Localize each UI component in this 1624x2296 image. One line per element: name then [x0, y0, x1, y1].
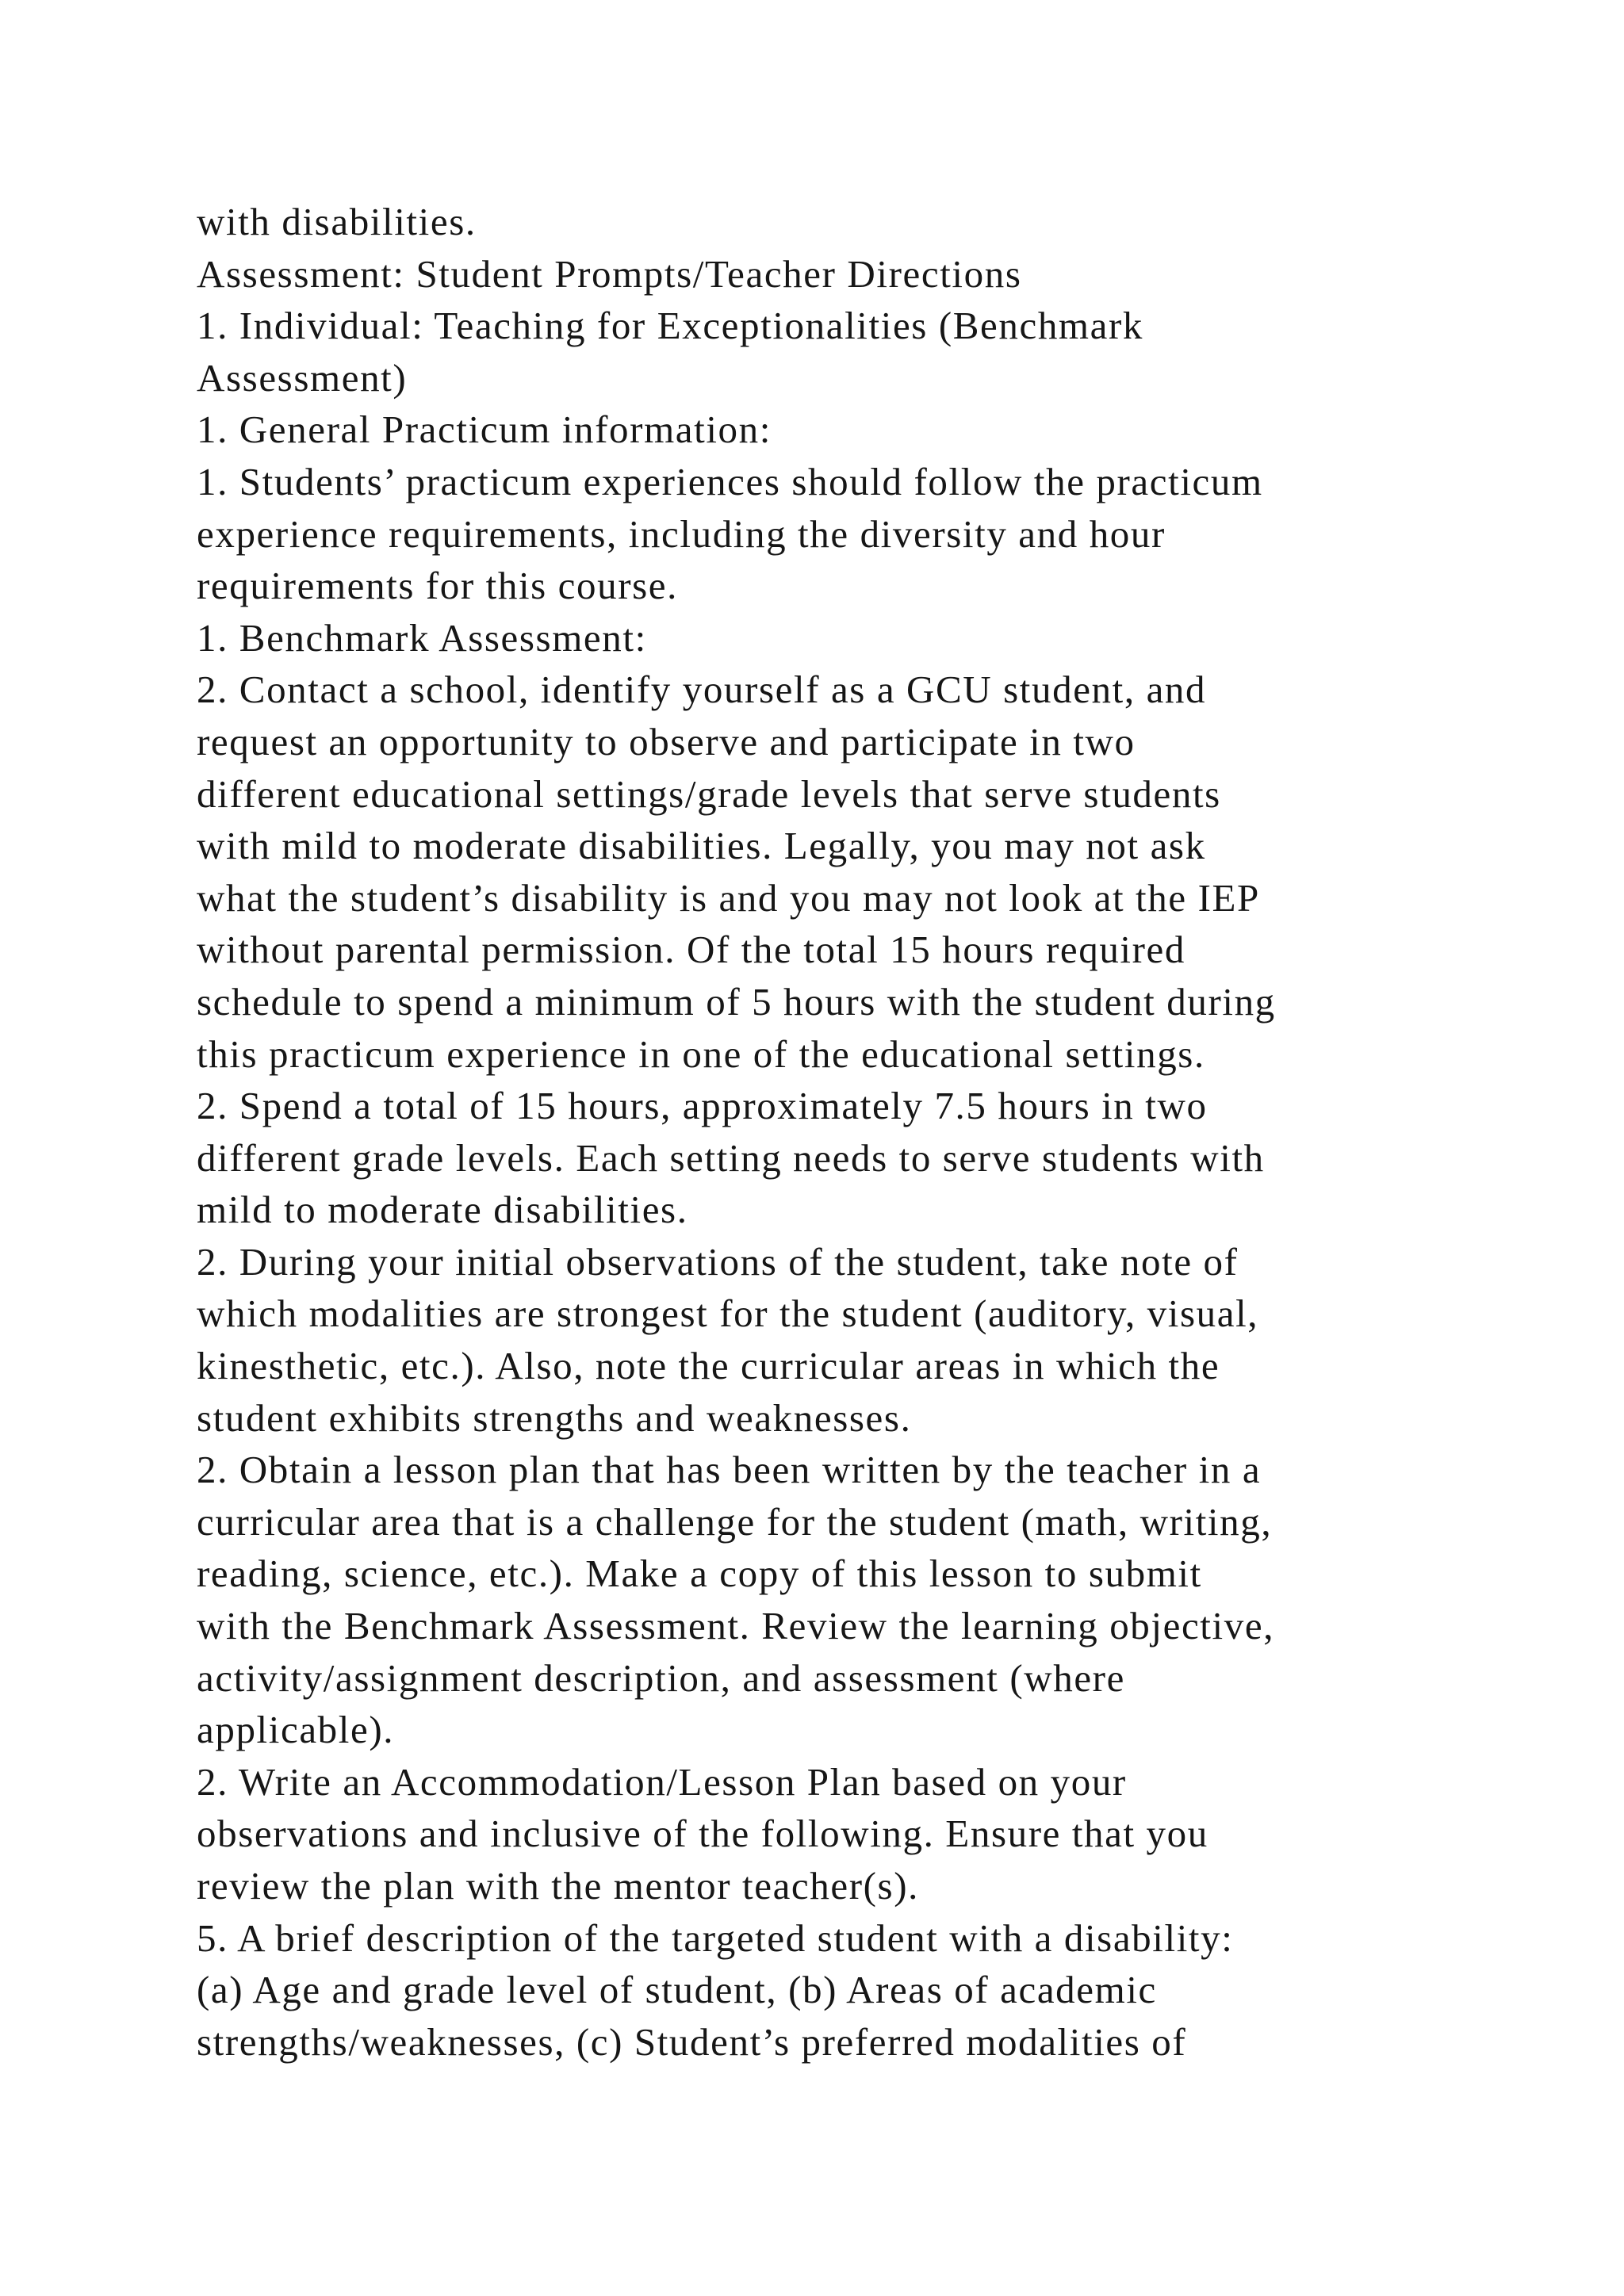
text-line: this practicum experience in one of the educational settings.: [197, 1031, 1205, 1076]
text-line: activity/assignment description, and assessment (where: [197, 1655, 1125, 1700]
text-line: student exhibits strengths and weaknesses.: [197, 1395, 912, 1440]
text-line: 1. Students’ practicum experiences should follow the practicum: [197, 459, 1263, 503]
text-line: with the Benchmark Assessment. Review the learning objective,: [197, 1604, 1275, 1648]
text-line: different grade levels. Each setting needs to serve students with: [197, 1135, 1265, 1180]
text-line: kinesthetic, etc.). Also, note the curricular areas in which the: [197, 1344, 1220, 1388]
text-line: request an opportunity to observe and participate in two: [197, 719, 1136, 763]
text-line: 1. Individual: Teaching for Exceptionalities (Benchmark: [197, 304, 1143, 348]
text-line: 2. Write an Accommodation/Lesson Plan based on your: [197, 1759, 1127, 1804]
text-line: applicable).: [197, 1708, 395, 1752]
text-line: Assessment): [197, 355, 408, 400]
text-line: experience requirements, including the diversity and hour: [197, 511, 1166, 556]
text-line: 5. A brief description of the targeted student with a disability:: [197, 1915, 1234, 1960]
text-line: 2. Contact a school, identify yourself as a GCU student, and: [197, 668, 1207, 712]
text-line: review the plan with the mentor teacher(s).: [197, 1864, 919, 1908]
text-line: different educational settings/grade levels that serve students: [197, 771, 1221, 816]
text-line: 1. Benchmark Assessment:: [197, 615, 647, 660]
text-line: 2. Spend a total of 15 hours, approximately 7.5 hours in two: [197, 1084, 1208, 1128]
text-line: mild to moderate disabilities.: [197, 1188, 688, 1232]
text-line: what the student’s disability is and you may not look at the IEP: [197, 875, 1260, 920]
text-line: requirements for this course.: [197, 564, 679, 608]
text-line: schedule to spend a minimum of 5 hours with the student during: [197, 979, 1276, 1024]
text-line: 1. General Practicum information:: [197, 408, 772, 452]
text-line: 2. Obtain a lesson plan that has been written by the teacher in a: [197, 1448, 1262, 1492]
text-line: with mild to moderate disabilities. Legally, you may not ask: [197, 824, 1206, 868]
section-heading: Assessment: Student Prompts/Teacher Directions: [197, 251, 1022, 296]
text-line: observations and inclusive of the following. Ensure that you: [197, 1812, 1208, 1856]
text-line: strengths/weaknesses, (c) Student’s preferred modalities of: [197, 2019, 1187, 2064]
text-line: without parental permission. Of the total 15 hours required: [197, 928, 1185, 972]
text-line: (a) Age and grade level of student, (b) Areas of academic: [197, 1968, 1157, 2012]
text-line: 2. During your initial observations of the student, take note of: [197, 1239, 1239, 1284]
text-line: which modalities are strongest for the student (auditory, visual,: [197, 1292, 1259, 1336]
text-line: with disabilities.: [197, 200, 477, 243]
document-body: [197, 196, 1608, 2068]
text-line: reading, science, etc.). Make a copy of this lesson to submit: [197, 1552, 1202, 1596]
text-line: curricular area that is a challenge for the student (math, writing,: [197, 1499, 1273, 1544]
